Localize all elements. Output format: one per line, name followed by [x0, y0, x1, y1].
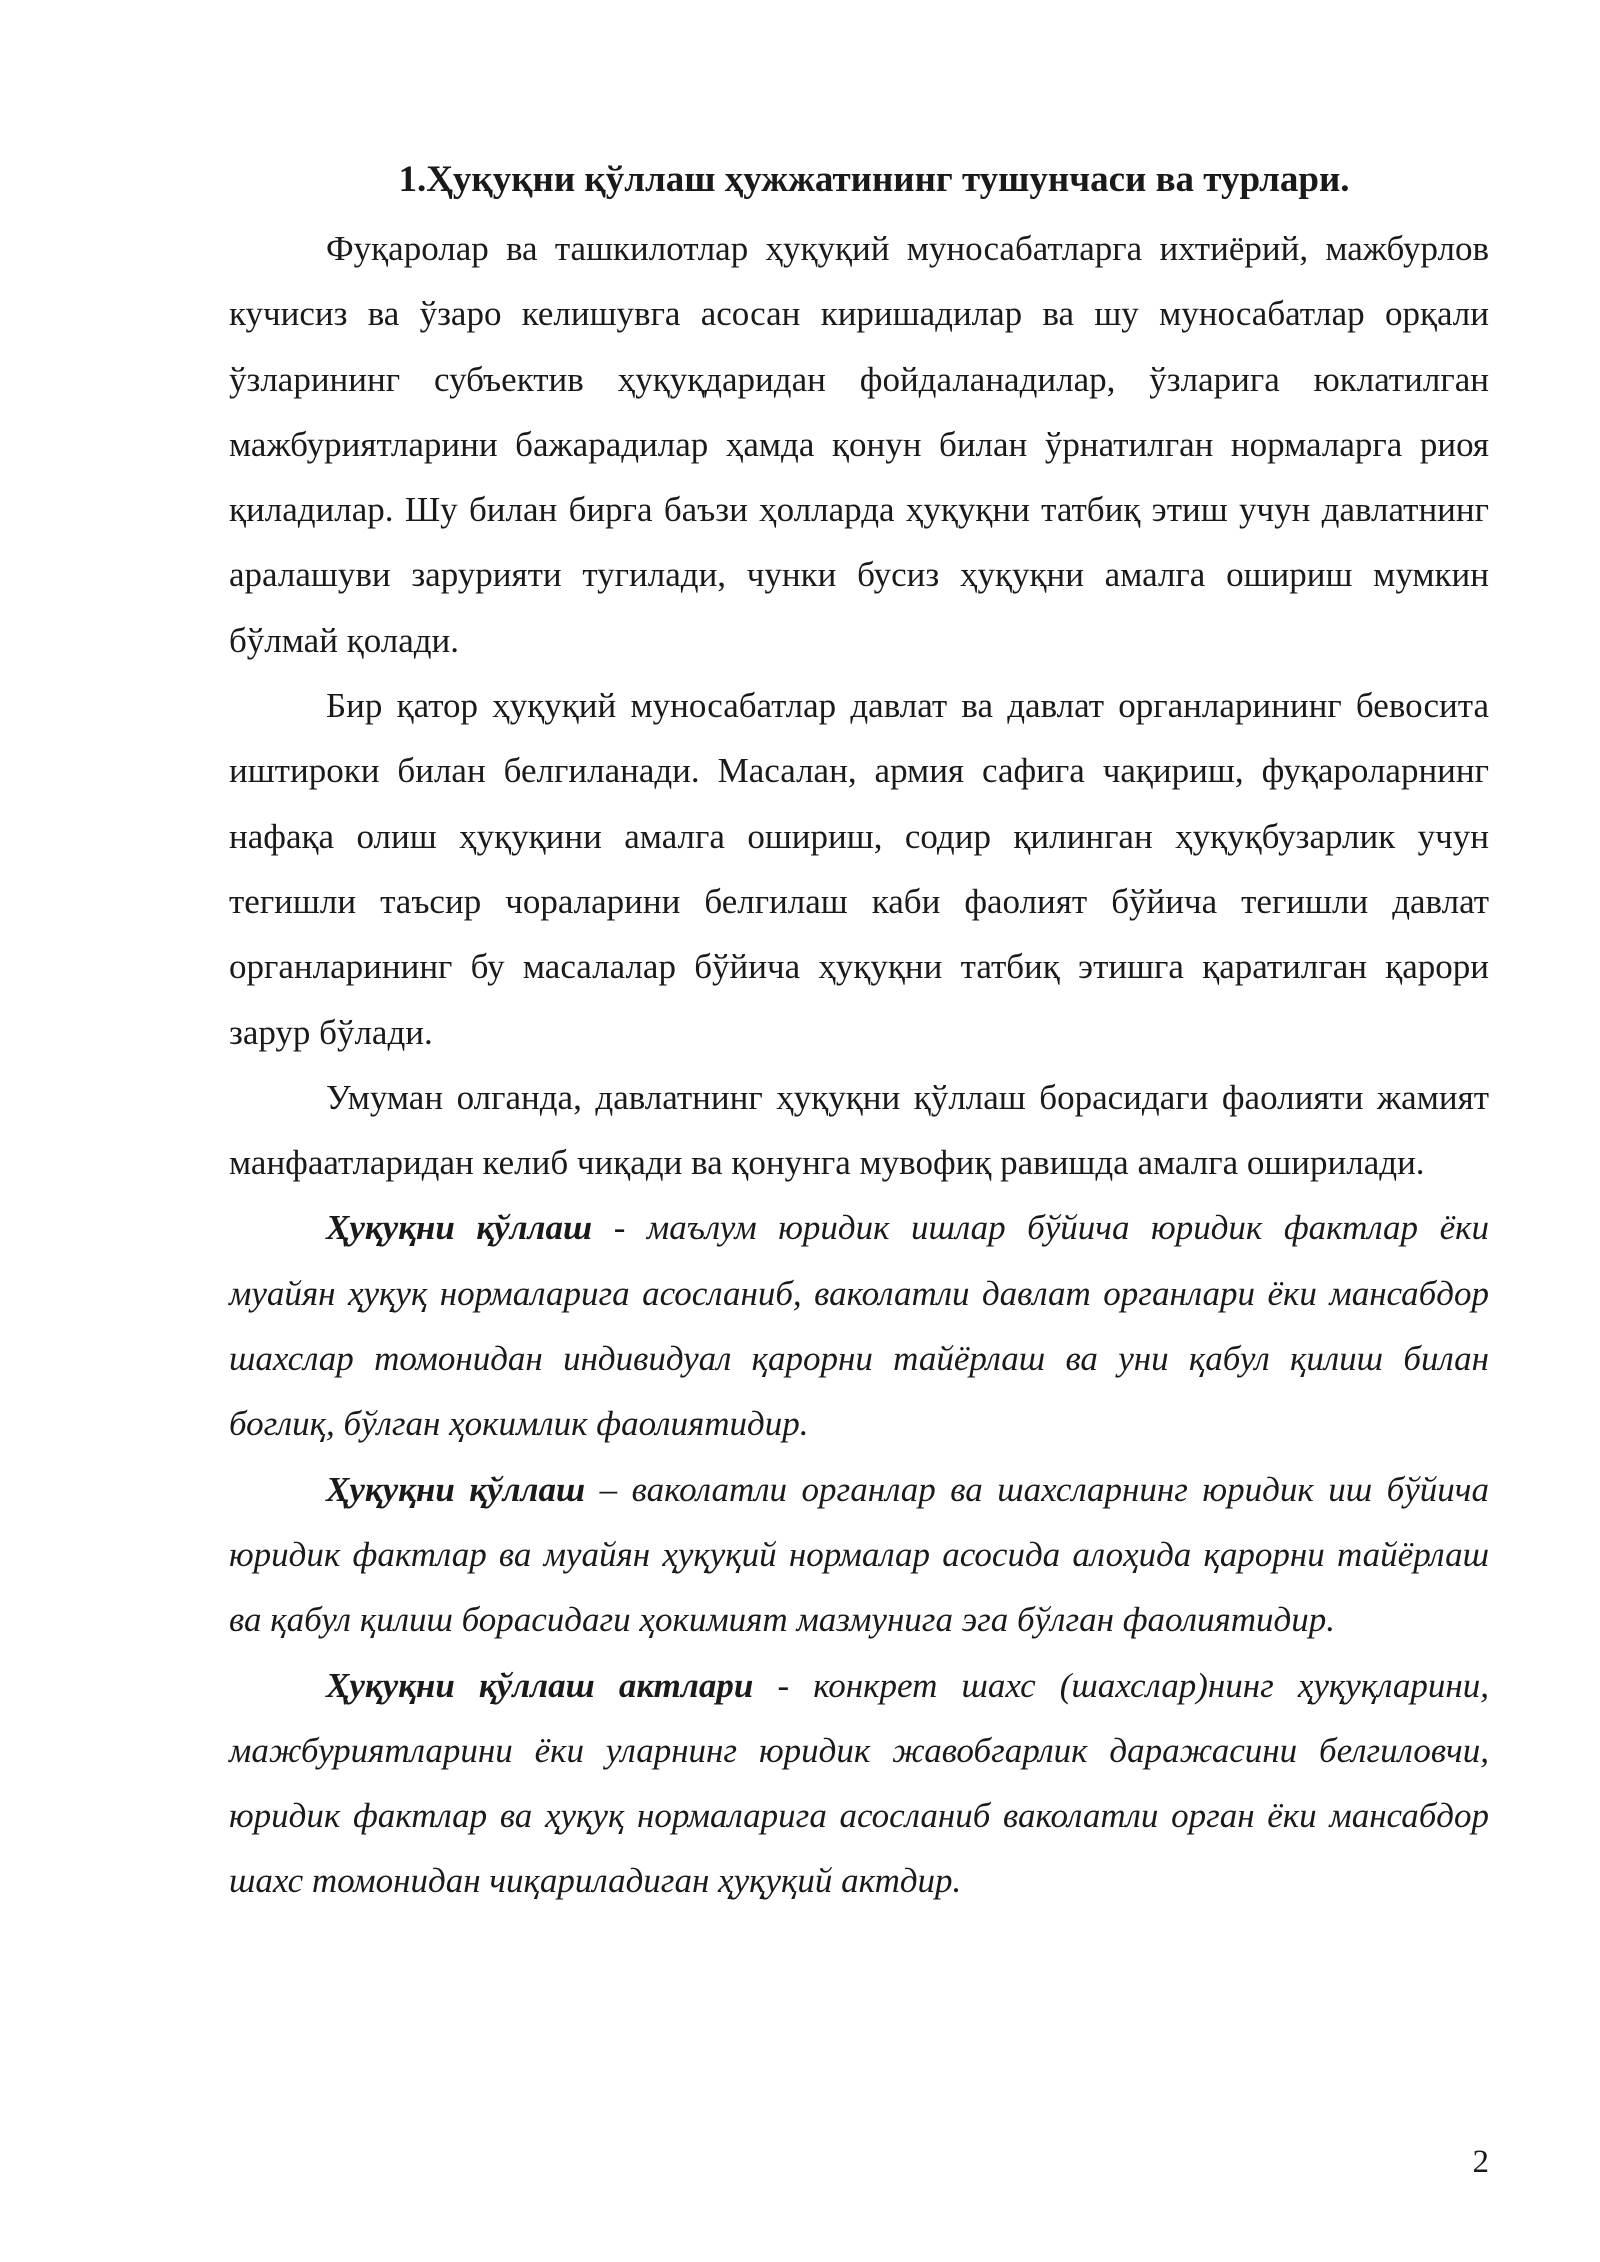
body-paragraph: Умуман олганда, давлатнинг ҳуқуқни қўллаш борасидаги фаолияти жамият манфаатларидан келиб чиқади ва қонунга мувофиқ равишда амалга оширилади. — [229, 1077, 1489, 1183]
definition-text: – ваколатли органлар ва шахсларнинг юридик иш бўйича юридик фактлар ва муайян ҳуқуқий нормалар асосида алоҳида қарорни тайёрлаш ва қабул қилиш борасидаги ҳокимият мазмунига эга бўлган фаолиятидир. — [229, 1469, 1489, 1640]
body-paragraph: Фуқаролар ва ташкилотлар ҳуқуқий муносабатларга ихтиёрий, мажбурлов кучисиз ва ўзаро келишувга асосан киришадилар ва шу муносабатлар орқали ўзларининг субъектив ҳуқуқдаридан фойдаланадилар, ўзларига юклатилган мажбуриятларини бажарадилар ҳамда қонун билан ўрнатилган нормаларга риоя қиладилар. Шу билан бирга баъзи ҳолларда ҳуқуқни татбиқ этиш учун давлатнинг аралашуви зарурияти тугилади, чунки бусиз ҳуқуқни амалга ошириш мумкин бўлмай қолади. — [229, 229, 1489, 660]
body-paragraph: Бир қатор ҳуқуқий муносабатлар давлат ва давлат органларининг бевосита иштироки билан белгиланади. Масалан, армия сафига чақириш, фуқароларнинг нафақа олиш ҳуқуқини амалга ошириш, содир қилинган ҳуқуқбузарлик учун тегишли таъсир чораларини белгилаш каби фаолият бўйича тегишли давлат органларининг бу масалалар бўйича ҳуқуқни татбиқ этишга қаратилган қарори зарур бўлади. — [229, 686, 1489, 1052]
definition-term: Ҳуқуқни қўллаш — [326, 1469, 586, 1509]
definition-text: - конкрет шахс (шахслар)нинг ҳуқуқларини, мажбуриятларини ёки уларнинг юридик жавобгарлик даражасини белгиловчи, юридик фактлар ва ҳуқуқ нормаларига асосланиб ваколатли орган ёки мансабдор шахс томонидан чиқариладиган ҳуқуқий актдир. — [229, 1665, 1489, 1901]
definition-term: Ҳуқуқни қўллаш — [326, 1208, 593, 1248]
section-title: 1.Ҳуқуқни қўллаш ҳужжатининг тушунчаси ва турлари. — [398, 159, 1350, 200]
definition-paragraph — [229, 1653, 1489, 1914]
document-page — [229, 150, 1489, 1914]
definition-text: - маълум юридик ишлар бўйича юридик фактлар ёки муайян ҳуқуқ нормаларига асосланиб, ваколатли давлат органлари ёки мансабдор шахслар томонидан индивидуал қарорни тайёрлаш ва уни қабул қилиш билан боглиқ, бўлган ҳокимлик фаолиятидир. — [229, 1208, 1489, 1444]
definition-paragraph — [229, 1457, 1489, 1653]
definition-term: Ҳуқуқни қўллаш актлари — [326, 1665, 754, 1705]
page-number: 2 — [1472, 2144, 1489, 2180]
definition-paragraph — [229, 1195, 1489, 1456]
